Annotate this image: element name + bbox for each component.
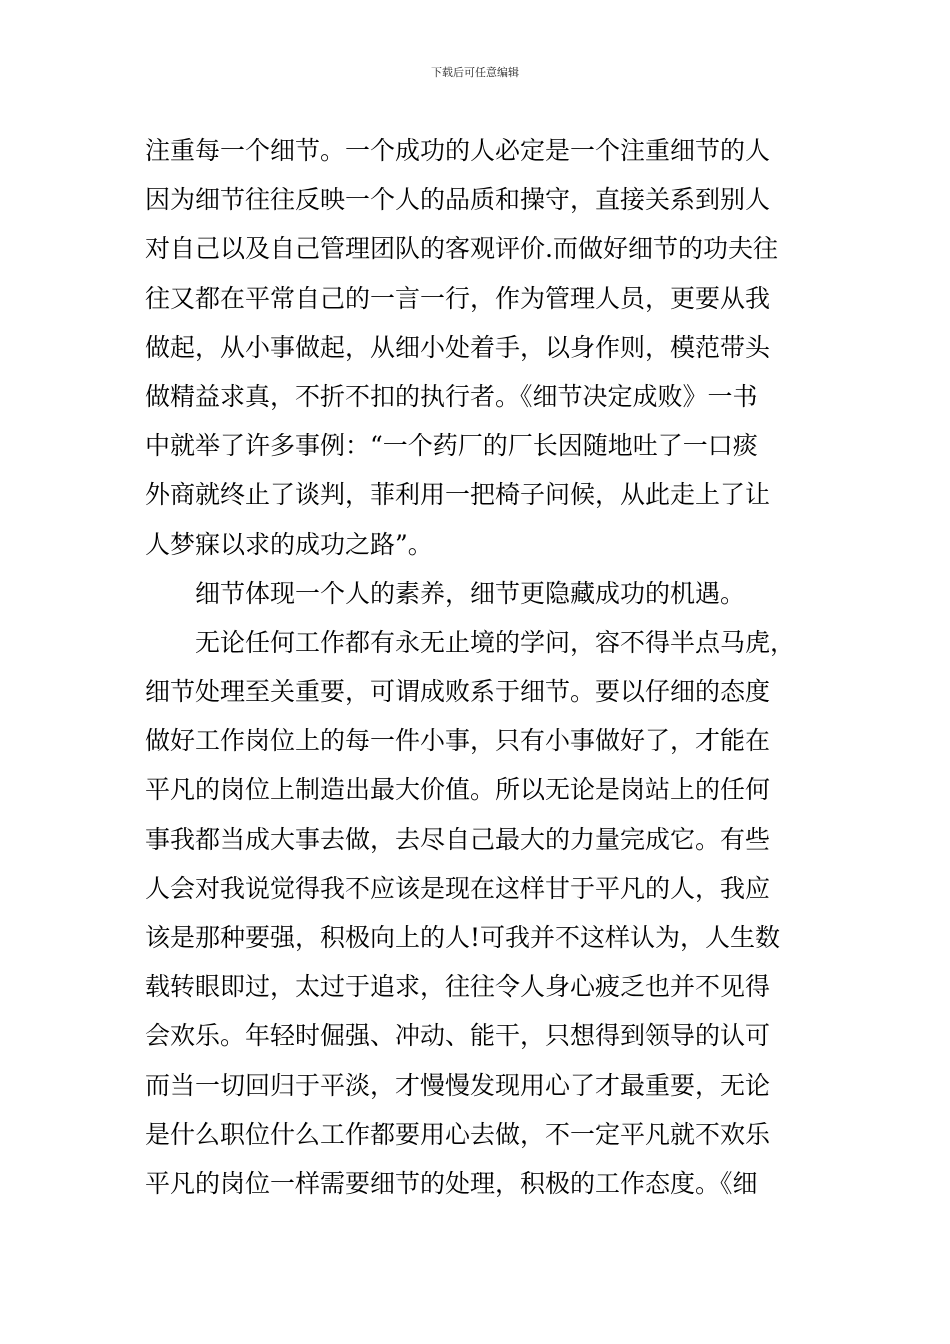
text-line: 往又都在平常自己的一言一行，作为管理人员，更要从我 bbox=[145, 283, 771, 313]
text-line: 平凡的岗位一样需要细节的处理，积极的工作态度。《细 bbox=[145, 1168, 758, 1198]
text-line: 中就举了许多事例：“一个药厂的厂长因随地吐了一口痰 bbox=[145, 431, 758, 461]
text-line: 该是那种要强，积极向上的人!可我并不这样认为，人生数 bbox=[145, 923, 781, 952]
text-line: 无论任何工作都有永无止境的学问，容不得半点马虎， bbox=[195, 627, 796, 657]
body-text bbox=[145, 126, 825, 1208]
text-line: 人会对我说觉得我不应该是现在这样甘于平凡的人，我应 bbox=[145, 873, 771, 903]
text-line: 做精益求真，不折不扣的执行者。《细节决定成败》一书 bbox=[145, 381, 758, 411]
text-line: 会欢乐。年轻时倔强、冲动、能干，只想得到领导的认可 bbox=[145, 1021, 771, 1051]
text-line: 注重每一个细节。一个成功的人必定是一个注重细节的人 bbox=[145, 136, 771, 165]
text-line: 细节体现一个人的素养，细节更隐藏成功的机遇。 bbox=[195, 578, 746, 608]
text-line: 对自己以及自己管理团队的客观评价.而做好细节的功夫往 bbox=[145, 234, 778, 264]
text-line: 细节处理至关重要，可谓成败系于细节。要以仔细的态度 bbox=[145, 677, 771, 707]
text-line: 做起，从小事做起，从细小处着手，以身作则，模范带头 bbox=[145, 332, 771, 362]
text-line: 因为细节往往反映一个人的品质和操守，直接关系到别人 bbox=[145, 185, 771, 215]
text-line: 事我都当成大事去做，去尽自己最大的力量完成它。有些 bbox=[145, 824, 771, 854]
text-line: 做好工作岗位上的每一件小事，只有小事做好了，才能在 bbox=[145, 726, 771, 756]
text-line: 是什么职位什么工作都要用心去做，不一定平凡就不欢乐 bbox=[145, 1119, 771, 1149]
text-line: 外商就终止了谈判，菲利用一把椅子问候，从此走上了让 bbox=[145, 480, 771, 510]
text-line: 载转眼即过，太过于追求，往往令人身心疲乏也并不见得 bbox=[145, 972, 771, 1002]
text-line: 平凡的岗位上制造出最大价值。所以无论是岗站上的任何 bbox=[145, 775, 771, 805]
text-line: 人梦寐以求的成功之路”。 bbox=[145, 529, 433, 559]
page-header: 下载后可任意编辑 bbox=[431, 66, 519, 79]
text-line: 而当一切回归于平淡，才慢慢发现用心了才最重要，无论 bbox=[145, 1070, 771, 1100]
